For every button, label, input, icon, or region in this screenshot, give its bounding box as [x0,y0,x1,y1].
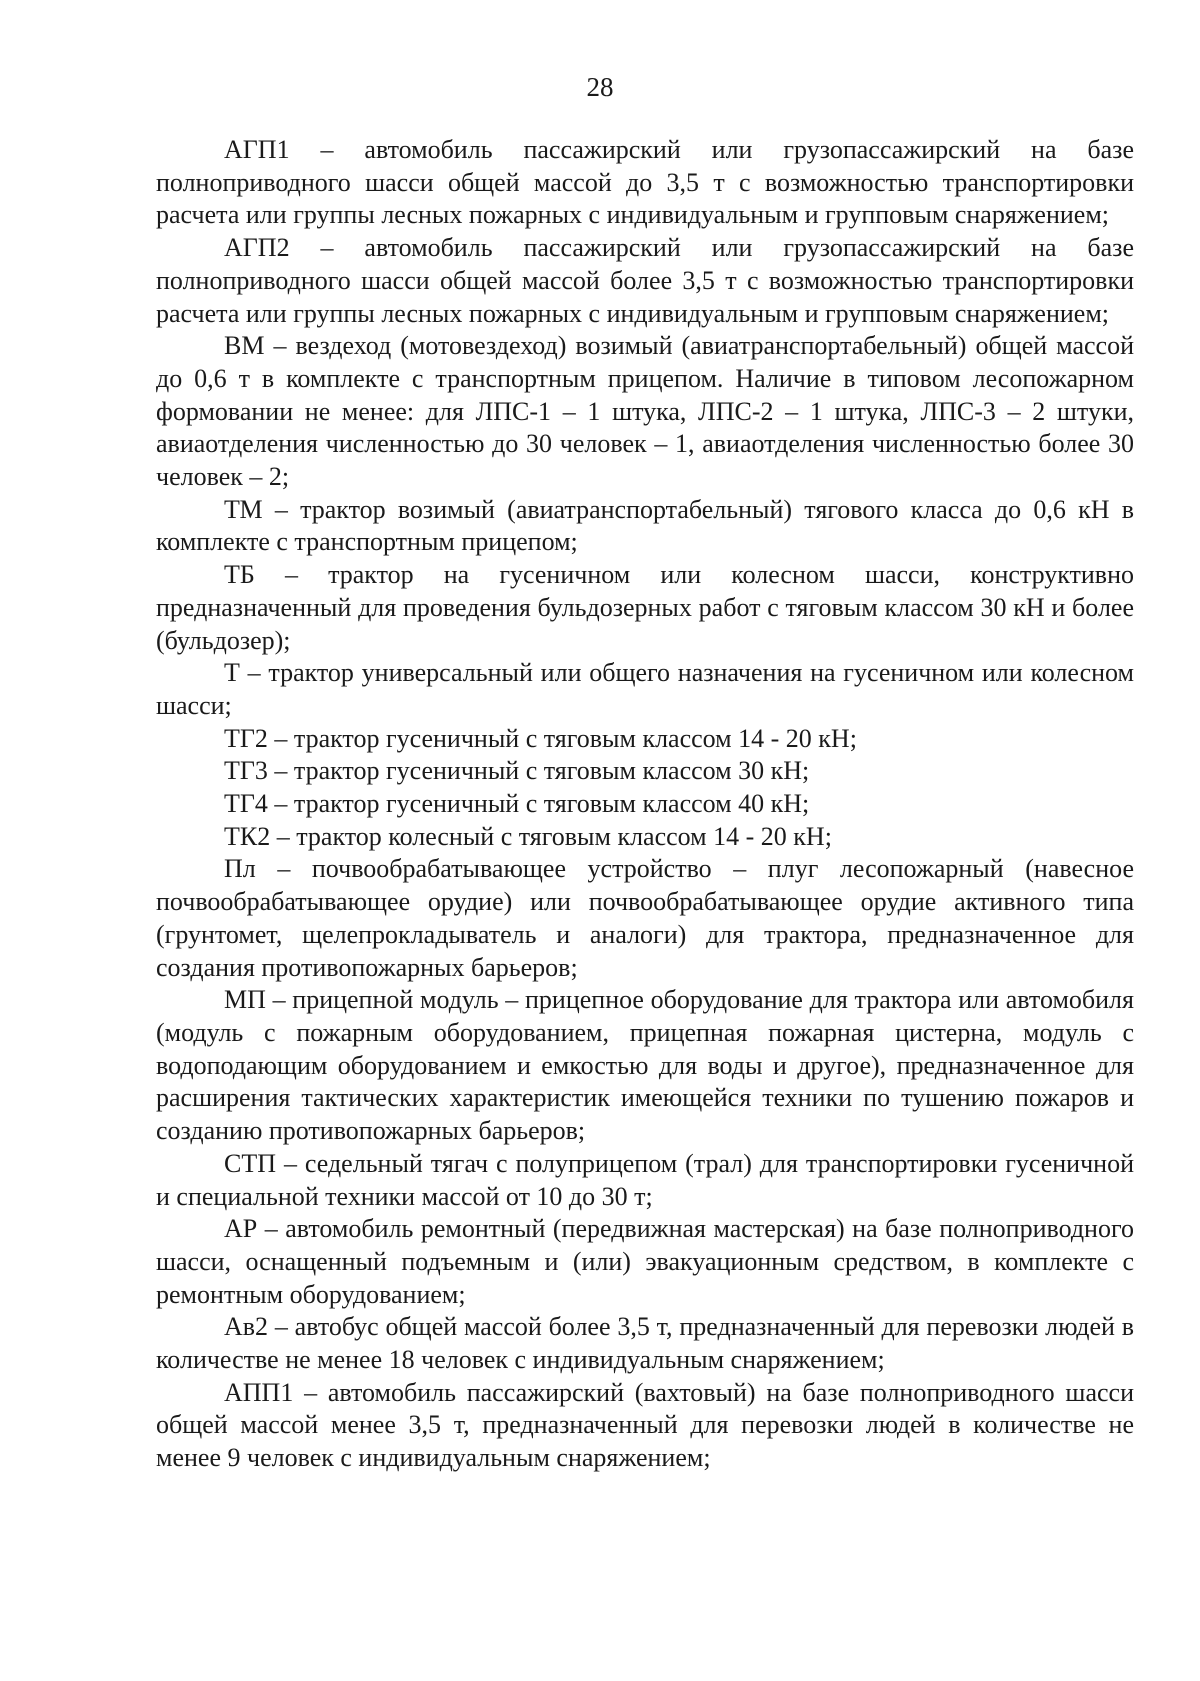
paragraph-mp: МП – прицепной модуль – прицепное оборудование для трактора или автомобиля (модуль с пожарным оборудованием, прицепная пожарная цистерна, модуль с водоподающим оборудованием и емкостью для воды и другое), предназначенное для расширения тактических характеристик имеющейся техники по тушению пожаров и созданию противопожарных барьеров; [156,985,1134,1146]
paragraph-t: Т – трактор универсальный или общего назначения на гусеничном или колесном шасси; [156,658,1134,720]
paragraph-tg3: ТГ3 – трактор гусеничный с тяговым классом 30 кН; [224,756,810,786]
paragraph-pl: Пл – почвообрабатывающее устройство – плуг лесопожарный (навесное почвообрабатывающее орудие) или почвообрабатывающее орудие активного типа (грунтомет, щелепрокладыватель и аналоги) для трактора, предназначенное для создания противопожарных барьеров; [156,854,1134,982]
paragraph-tg4: ТГ4 – трактор гусеничный с тяговым классом 40 кН; [224,789,810,819]
paragraph-agp1: АГП1 – автомобиль пассажирский или грузопассажирский на базе полноприводного шасси общей массой до 3,5 т с возможностью транспортировки расчета или группы лесных пожарных с индивидуальным и групповым снаряжением; [156,135,1134,230]
paragraph-stp: СТП – седельный тягач с полуприцепом (трал) для транспортировки гусеничной и специальной техники массой от 10 до 30 т; [156,1148,1134,1211]
paragraph-av2: Ав2 – автобус общей массой более 3,5 т, предназначенный для перевозки людей в количестве не менее 18 человек с индивидуальным снаряжением; [156,1312,1134,1375]
paragraph-agp2: АГП2 – автомобиль пассажирский или грузопассажирский на базе полноприводного шасси общей массой более 3,5 т с возможностью транспортировки расчета или группы лесных пожарных с индивидуальным и групповым снаряжением; [156,233,1134,328]
paragraph-tg2: ТГ2 – трактор гусеничный с тяговым классом 14 - 20 кН; [224,723,857,753]
page-number: 28 [586,72,614,102]
paragraph-tk2: ТК2 – трактор колесный с тяговым классом 14 - 20 кН; [224,821,832,851]
document-body [156,134,1134,1475]
paragraph-tm: ТМ – трактор возимый (авиатранспортабельный) тягового класса до 0,6 кН в комплекте с транспортным прицепом; [156,494,1134,557]
paragraph-app1: АПП1 – автомобиль пассажирский (вахтовый) на базе полноприводного шасси общей массой менее 3,5 т, предназначенный для перевозки людей в количестве не менее 9 человек с индивидуальным снаряжением; [156,1377,1134,1473]
paragraph-ar: АР – автомобиль ремонтный (передвижная мастерская) на базе полноприводного шасси, оснащенный подъемным и (или) эвакуационным средством, в комплекте с ремонтным оборудованием; [156,1214,1134,1309]
paragraph-vm: ВМ – вездеход (мотовездеход) возимый (авиатранспортабельный) общей массой до 0,6 т в комплекте с транспортным прицепом. Наличие в типовом лесопожарном формовании не менее: для ЛПС-1 – 1 штука, ЛПС-2 – 1 штука, ЛПС-3 – 2 штуки, авиаотделения численностью до 30 человек – 1, авиаотделения численностью более 30 человек – 2; [156,331,1134,492]
paragraph-tb: ТБ – трактор на гусеничном или колесном шасси, конструктивно предназначенный для проведения бульдозерных работ с тяговым классом 30 кН и более (бульдозер); [156,560,1134,655]
